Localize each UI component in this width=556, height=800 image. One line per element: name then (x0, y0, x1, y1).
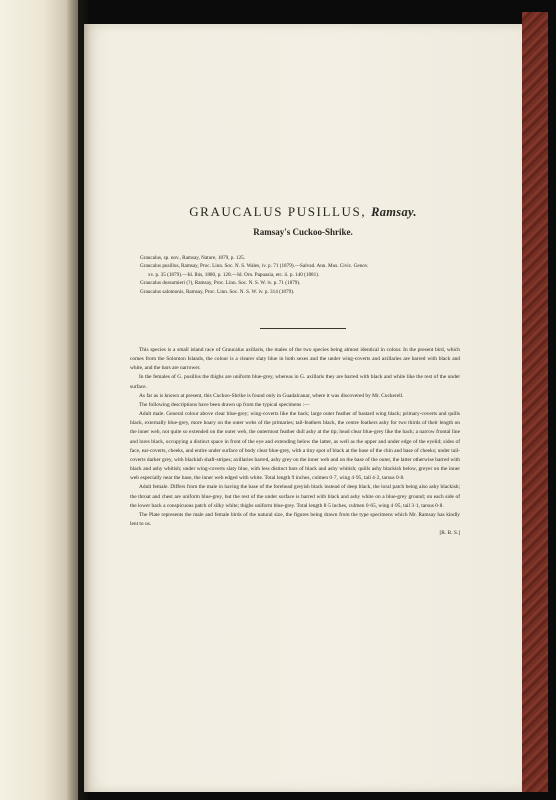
marbled-book-edge (522, 12, 548, 792)
paragraph: This species is a small island race of Graucalus axillaris, the males of the two species being almost identical in colour. In the present bird, which comes from the Solomon Islands, the colour is a clearer slaty blue in both sexes and the under wing-coverts and axillaries are barred with black and white, and the bars are narrower. (130, 347, 460, 372)
paragraph: Adult female. Differs from the male in having the base of the forehead greyish black instead of deep black, the loral patch being also ashy blackish; the throat and chest are uniform blue-grey, but the rest of the under surface is barred with black and ashy white on a blue-grey ground; on each side of the lower back a conspicuous patch of silky white; thighs uniform blue-grey. Total length 8·5 inches, culmen 0·65, wing 4·95, tail 3·1, tarsus 0·8. (130, 484, 460, 509)
paragraph: In the females of G. pusillus the thighs are uniform blue-grey, whereas in G. axillaris they are barred with black and white like the rest of the under surface. (130, 374, 460, 390)
page-content (84, 24, 522, 792)
synonym-line: Graucalus salomonis, Ramsay, Proc. Linn. Soc. N. S. W. iv. p. 314 (1879). (140, 288, 295, 295)
synonymy-list (140, 254, 470, 296)
paragraph: As far as is known at present, this Cuckoo-Shrike is found only in Guadalcanar, where it was discovered by Mr. Cockerell. (139, 392, 404, 399)
synonym-line: xv. p. 35 (1879).—Id. Ibis, 1880, p. 128.—Id. Orn. Papuasia, etc. ii. p. 140 (1881). (148, 271, 320, 278)
paragraph: The following descriptions have been drawn up from the typical specimens :— (139, 401, 310, 408)
book-gutter (66, 0, 90, 800)
synonym-line: Graucalus, sp. nov., Ramsay, Nature, 1879, p. 125. (140, 255, 246, 261)
signature: [R. B. S.] (439, 530, 460, 537)
synonym-line: Graucalus pusillus, Ramsay, Proc. Linn. Soc. N. S. Wales, iv. p. 71 (1879).—Salvad. Ann. Mus. Civic. Genov. (140, 263, 369, 270)
description-text (130, 346, 460, 538)
paragraph: The Plate represents the male and female birds of the natural size, the figures being drawn from the type specimens which Mr. Ramsay has kindly lent to us. (130, 511, 460, 527)
book-page (84, 24, 522, 792)
species-name: GRAUCALUS PUSILLUS, (189, 204, 367, 219)
synonym-line: Graucalus dussumieri (?), Ramsay, Proc. Linn. Soc. N. S. W. iv. p. 71 (1879). (140, 280, 301, 287)
paragraph: Adult male. General colour above clear blue-grey; wing-coverts like the back; large outer feather of bastard wing black; primary-coverts and quills black, externally blue-grey, more hoary on the outer webs of the primaries; tail-feathers black, the centre feathers ashy for two thirds of their length on the inner web, not quite so extended on the outer web, the outermost feather dull ashy at the tip; head clear blue-grey like the back; a narrow frontal line and lores black, occupying a distinct space in front of the eye and extending below the latter, as well as the upper and under edge of the eyelid; sides of face, ear-coverts, cheeks, and entire under surface of body clear blue-grey, with a tiny spot of black at the base of the chin and base of cheeks; under tail-coverts darker grey, with blackish shaft-stripes; axillaries barred, ashy grey on the inner web and on the base of the outer, the latter otherwise barred with black and ashy whitish; under wing-coverts slaty blue, with less distinct bars of black and ashy whitish; quills ashy blackish below, greyer on the inner web especially near the base, the inner web edged with white. Total length 9 inches, culmen 0·7, wing 4·95, tail 4·2, tarsus 0·8. (130, 411, 460, 482)
species-author: Ramsay. (371, 205, 417, 219)
common-name: Ramsay's Cuckoo-Shrike. (253, 227, 353, 237)
divider-rule (260, 328, 346, 329)
species-title (84, 204, 522, 220)
